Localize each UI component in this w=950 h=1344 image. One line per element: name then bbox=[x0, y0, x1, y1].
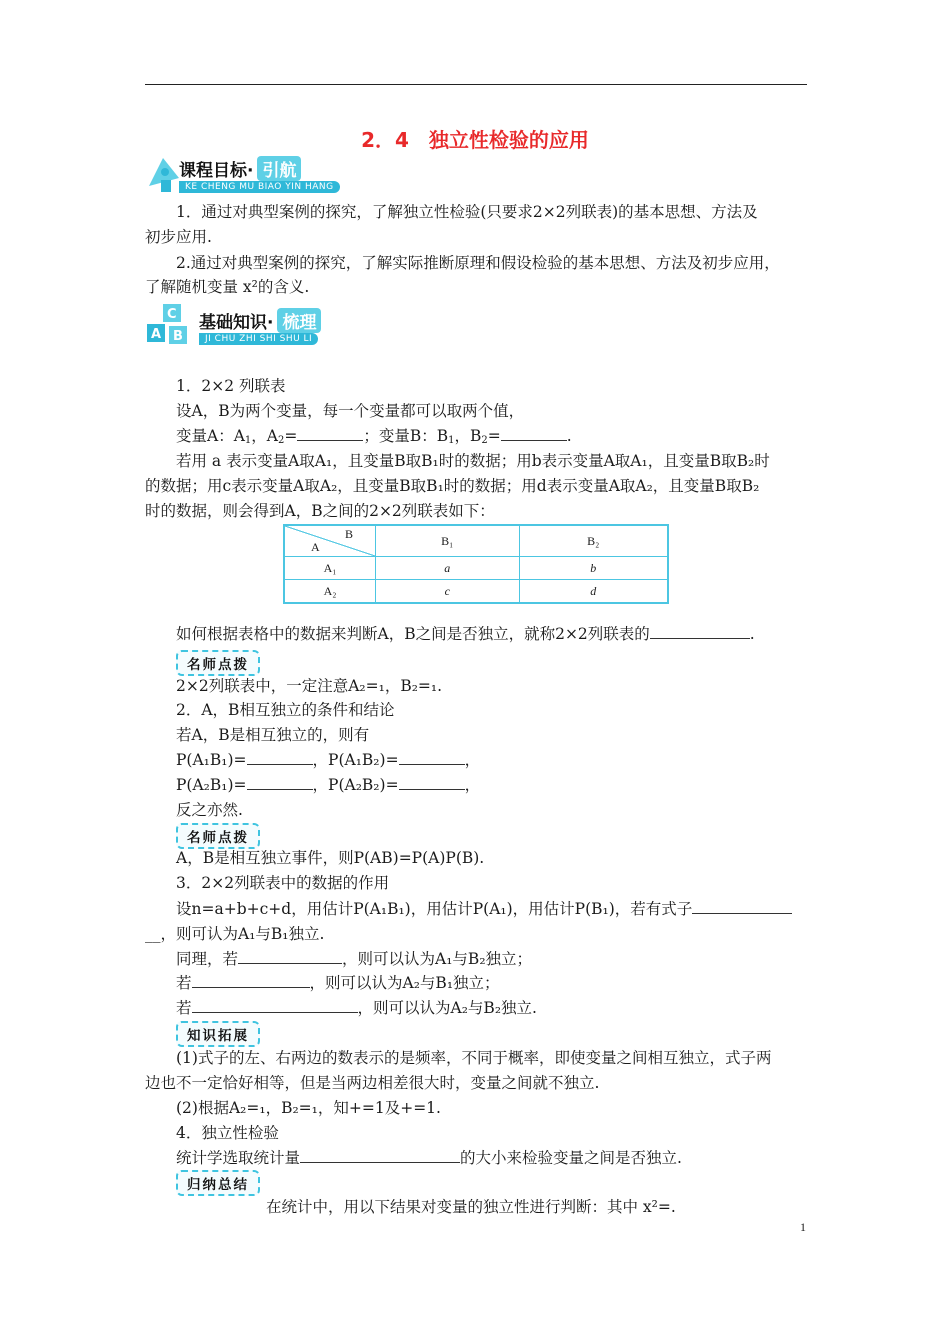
text-line: 若A，B是相互独立的，则有 bbox=[176, 726, 370, 744]
question-line: 如何根据表格中的数据来判断A，B之间是否独立，就称2×2列联表的 . bbox=[176, 622, 755, 646]
text-line: 反之亦然. bbox=[176, 801, 243, 819]
text-line: 统计学选取统计量 的大小来检验变量之间是否独立. bbox=[176, 1146, 682, 1170]
tip-tag: 名师点拨 bbox=[176, 650, 260, 676]
text-line: __，则可认为A₁与B₁独立. bbox=[145, 925, 325, 943]
table-row-header: A₁ bbox=[284, 557, 376, 580]
abc-blocks-icon bbox=[145, 302, 191, 350]
tip-tag: 名师点拨 bbox=[176, 823, 260, 849]
header-rule bbox=[145, 84, 807, 85]
objective-line: 1．通过对典型案例的探究，了解独立性检验(只要求2×2列联表)的基本思想、方法及 bbox=[176, 203, 758, 221]
table-row bbox=[284, 557, 668, 580]
text-line: 若用 a 表示变量A取A₁，且变量B取B₁时的数据；用b表示变量A取A₁，且变量B取B₂时 bbox=[176, 452, 770, 470]
tip-text: 2×2列联表中，一定注意A₂=₁，B₂=₁. bbox=[176, 677, 443, 695]
text-line: 时的数据，则会得到A，B之间的2×2列联表如下： bbox=[145, 502, 495, 520]
text-line: 边也不一定恰好相等，但是当两边相差很大时，变量之间就不独立. bbox=[145, 1074, 600, 1092]
section-heading: 2．A，B相互独立的条件和结论 bbox=[176, 701, 395, 719]
page-number: 1 bbox=[800, 1220, 806, 1234]
answer-blank[interactable] bbox=[501, 424, 567, 441]
section-banner-basics bbox=[145, 302, 375, 348]
table-row bbox=[284, 580, 668, 604]
text-line: (2)根据A₂=₁，B₂=₁，知+=1及+=1. bbox=[176, 1099, 441, 1117]
text-line: 若 ，则可以认为A₂与B₂独立. bbox=[176, 996, 537, 1020]
banner-highlight: 引航 bbox=[257, 156, 301, 181]
section-heading: 1．2×2 列联表 bbox=[176, 377, 286, 395]
answer-blank[interactable] bbox=[192, 971, 310, 988]
answer-blank[interactable] bbox=[399, 773, 465, 790]
answer-blank[interactable] bbox=[297, 424, 363, 441]
table-cell: b bbox=[519, 557, 668, 580]
table-col-header: B₂ bbox=[519, 525, 668, 557]
section-heading: 3．2×2列联表中的数据的作用 bbox=[176, 874, 390, 892]
answer-blank[interactable] bbox=[192, 996, 358, 1013]
probability-line: P(A₁B₁)= ，P(A₁B₂)= ， bbox=[176, 748, 480, 772]
objective-line: 2.通过对典型案例的探究，了解实际推断原理和假设检验的基本思想、方法及初步应用， bbox=[176, 254, 780, 272]
text-line: 的数据；用c表示变量A取A₂，且变量B取B₁时的数据；用d表示变量A取A₂，且变量B取B₂ bbox=[145, 477, 760, 495]
answer-blank[interactable] bbox=[247, 773, 313, 790]
banner-title: 课程目标· bbox=[179, 161, 254, 181]
page-title: 2．4 独立性检验的应用 bbox=[361, 128, 589, 152]
table-cell: d bbox=[519, 580, 668, 604]
table-cell: c bbox=[376, 580, 520, 604]
section-heading: 4．独立性检验 bbox=[176, 1124, 279, 1142]
summary-tag: 归纳总结 bbox=[176, 1170, 260, 1196]
table-cell: a bbox=[376, 557, 520, 580]
answer-blank[interactable] bbox=[399, 748, 465, 765]
objective-line: 了解随机变量 x²的含义. bbox=[145, 278, 310, 296]
answer-blank[interactable] bbox=[247, 748, 313, 765]
variable-definition-line: 变量A：$A_1$，$A_2=$ ；变量B：$B_1$，$B_2=$ . bbox=[176, 424, 572, 453]
text-line: 在统计中，用以下结果对变量的独立性进行判断：其中 x²=. bbox=[266, 1198, 676, 1216]
answer-blank[interactable] bbox=[300, 1146, 460, 1163]
table-col-header: B₁ bbox=[376, 525, 520, 557]
contingency-table bbox=[283, 524, 669, 604]
svg-text:C: C bbox=[167, 307, 177, 322]
text-line: 设n=a+b+c+d，用估计P(A₁B₁)，用估计P(A₁)，用估计P(B₁)，若有式子 bbox=[176, 897, 792, 921]
banner-subtitle: KE CHENG MU BIAO YIN HANG bbox=[179, 181, 340, 193]
text-line: 同理，若 ，则可以认为A₁与B₂独立； bbox=[176, 947, 532, 971]
banner-highlight: 梳理 bbox=[277, 308, 321, 333]
svg-text:B: B bbox=[173, 329, 183, 344]
text-line: (1)式子的左、右两边的数表示的是频率，不同于概率，即使变量之间相互独立，式子两 bbox=[176, 1049, 772, 1067]
svg-text:A: A bbox=[151, 327, 162, 342]
table-row-header: A₂ bbox=[284, 580, 376, 604]
extension-tag: 知识拓展 bbox=[176, 1021, 260, 1047]
banner-subtitle: JI CHU ZHI SHI SHU LI bbox=[199, 333, 318, 345]
text-line: 若 ，则可以认为A₂与B₁独立； bbox=[176, 971, 500, 995]
table-corner-cell: B A bbox=[284, 525, 376, 557]
answer-blank[interactable] bbox=[650, 622, 750, 639]
answer-blank[interactable] bbox=[238, 947, 342, 964]
answer-blank[interactable] bbox=[692, 897, 792, 914]
text-line: 设A，B为两个变量，每一个变量都可以取两个值， bbox=[176, 402, 525, 420]
tip-text: A，B是相互独立事件，则P(AB)=P(A)P(B). bbox=[176, 849, 485, 867]
banner-title: 基础知识· bbox=[199, 313, 274, 333]
section-banner-course-goals bbox=[145, 150, 355, 196]
probability-line: P(A₂B₁)= ，P(A₂B₂)= ， bbox=[176, 773, 480, 797]
objective-line: 初步应用. bbox=[145, 228, 212, 246]
